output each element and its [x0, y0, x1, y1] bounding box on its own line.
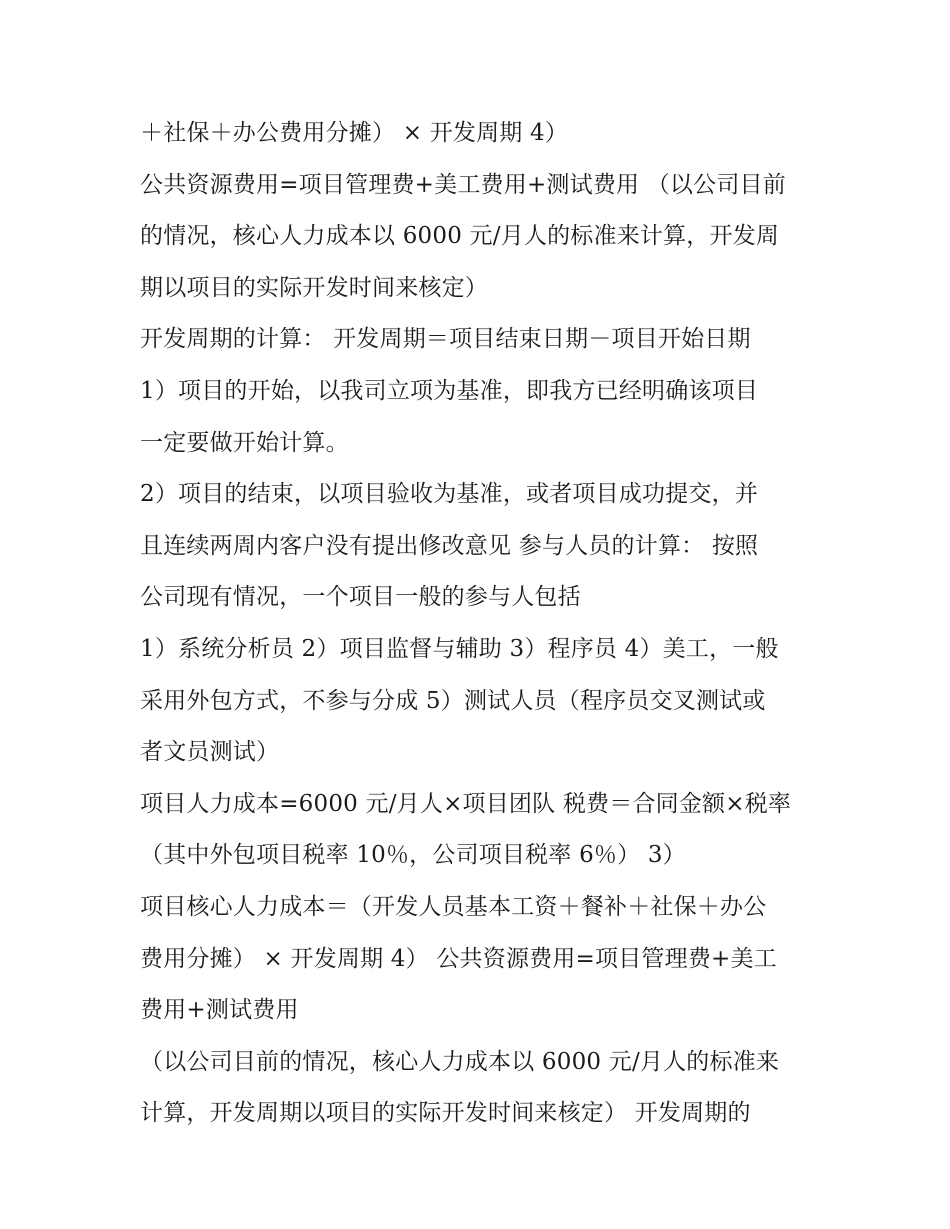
text-line: 1）系统分析员 2）项目监督与辅助 3）程序员 4）美工，一般	[140, 635, 779, 662]
text-line: 期以项目的实际开发时间来核定）	[140, 274, 488, 301]
document-body	[140, 108, 830, 1140]
text-line: （以公司目前的情况，核心人力成本以 6000 元/月人的标准来	[140, 1048, 780, 1075]
text-line: 者文员测试）	[140, 739, 280, 766]
text-line: 的情况，核心人力成本以 6000 元/月人的标准来计算，开发周	[140, 223, 780, 250]
text-line: 公共资源费用=项目管理费+美工费用+测试费用 （以公司目前	[140, 171, 786, 198]
text-line: （其中外包项目税率 10％，公司项目税率 6％） 3）	[140, 842, 686, 869]
text-line: 1）项目的开始，以我司立项为基准，即我方已经明确该项目	[140, 377, 759, 404]
text-line: 项目核心人力成本＝（开发人员基本工资＋餐补＋社保＋办公	[140, 893, 767, 920]
text-line: ＋社保＋办公费用分摊） × 开发周期 4）	[140, 120, 569, 146]
text-line: 一定要做开始计算。	[140, 429, 349, 456]
text-line: 计算，开发周期以项目的实际开发时间来核定） 开发周期的	[140, 1100, 751, 1127]
text-line: 费用分摊） × 开发周期 4） 公共资源费用=项目管理费+美工	[140, 945, 777, 972]
text-line: 且连续两周内客户没有提出修改意见 参与人员的计算： 按照	[140, 532, 759, 559]
text-line: 采用外包方式，不参与分成 5）测试人员（程序员交叉测试或	[140, 687, 766, 714]
text-line: 项目人力成本=6000 元/月人×项目团队 税费＝合同金额×税率	[140, 790, 792, 817]
text-line: 公司现有情况，一个项目一般的参与人包括	[140, 584, 581, 611]
text-line: 2）项目的结束，以项目验收为基准，或者项目成功提交，并	[140, 481, 759, 508]
text-line: 开发周期的计算： 开发周期＝项目结束日期－项目开始日期	[140, 326, 751, 353]
text-line: 费用+测试费用	[140, 997, 299, 1024]
